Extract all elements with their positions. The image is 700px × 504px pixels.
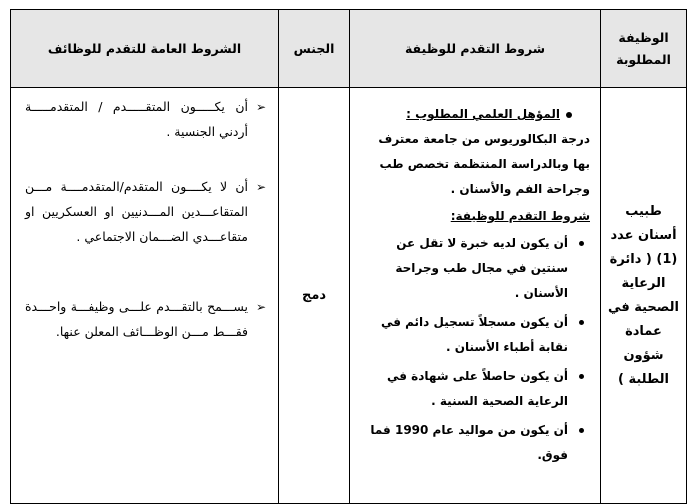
list-item <box>25 174 266 249</box>
requirement-text: أن يكون من مواليد عام 1990 فما فوق. <box>370 423 568 462</box>
header-general: الشروط العامة للتقدم للوظائف <box>11 10 279 88</box>
requirement-text: أن يكون مسجلاً تسجيل دائم في نقابة أطباء الأسنان . <box>380 315 568 354</box>
jobs-table <box>10 9 687 504</box>
general-condition-text: أن لا يكــــون المتقدم/المتقدمــــة مـــن المتقاعـــدين المـــدنيين او العسكريين او متقاعـــدي الضـــمان الاجتماعي . <box>25 179 248 244</box>
bullet-icon <box>579 241 584 246</box>
requirements-title: شروط التقدم للوظيفة: <box>450 209 590 223</box>
bullet-icon <box>579 428 584 433</box>
list-item <box>25 294 266 344</box>
bullet-icon <box>579 320 584 325</box>
general-conditions-cell <box>11 88 279 504</box>
qualification-heading <box>358 102 590 127</box>
gender-cell <box>279 88 350 504</box>
chevron-bullet-icon: ➢ <box>255 100 266 114</box>
conditions-cell <box>350 88 601 504</box>
gender-value: دمج <box>301 288 327 303</box>
list-item <box>358 310 590 360</box>
chevron-bullet-icon: ➢ <box>255 180 266 194</box>
requirement-text: أن يكون لديه خبرة لا تقل عن سنتين في مجال طب وجراحة الأسنان . <box>395 236 568 300</box>
list-item <box>358 418 590 468</box>
header-conditions: شروط التقدم للوظيفة <box>350 10 601 88</box>
header-row <box>11 10 687 88</box>
job-title-cell <box>601 88 687 504</box>
header-gender: الجنس <box>279 10 350 88</box>
general-condition-text: أن يكـــــون المتقـــــدم / المتقدمـــــة أردني الجنسية . <box>25 99 248 139</box>
table-row <box>11 88 687 504</box>
job-title: طبيب أسنان عدد (1) ( دائرة الرعاية الصحية في عمادة شؤون الطلبة ) <box>608 203 679 387</box>
list-item <box>25 94 266 144</box>
bullet-icon <box>566 112 572 118</box>
qualification-text: درجة البكالوريوس من جامعة معترف بها وبالدراسة المنتظمة تخصص طب وجراحة الفم والأسنان . <box>378 132 590 196</box>
bullet-icon <box>579 374 584 379</box>
header-job: الوظيفة المطلوبة <box>601 10 687 88</box>
requirements-list <box>358 231 590 468</box>
list-item <box>358 364 590 414</box>
list-item <box>358 231 590 306</box>
chevron-bullet-icon: ➢ <box>255 300 266 314</box>
general-condition-text: يســـمح بالتقـــدم علـــى وظيفـــة واحـــدة فقـــط مـــن الوظـــائف المعلن عنها. <box>25 299 248 339</box>
qualification-title: المؤهل العلمي المطلوب : <box>406 107 560 121</box>
requirement-text: أن يكون حاصلاً على شهادة في الرعاية الصحية السنية . <box>386 369 568 408</box>
